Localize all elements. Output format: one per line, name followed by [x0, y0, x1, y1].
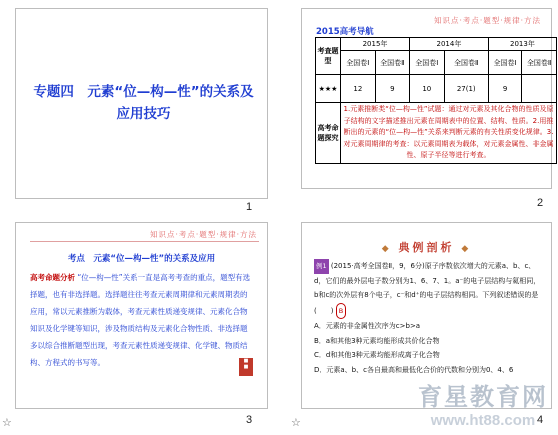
- slide-3-number: 3: [246, 414, 253, 426]
- slide-2-section-title: 2015高考导航: [316, 27, 374, 37]
- subhead-cell: 全国卷Ⅱ: [522, 51, 557, 75]
- slide-4-number: 4: [537, 414, 544, 426]
- slide-1-number: 1: [246, 201, 253, 213]
- slide-3-body: [30, 269, 253, 371]
- value-cell: 27(1): [444, 75, 488, 103]
- option-b: B．a和其他3种元素均能形成共价化合物: [314, 336, 440, 345]
- slide-2[interactable]: [301, 8, 552, 189]
- slide-1[interactable]: [15, 8, 268, 199]
- title-text: 典例剖析: [398, 241, 455, 254]
- option-c: C．d和其他3种元素均能形成离子化合物: [314, 351, 440, 359]
- year-2014: 2014年: [409, 38, 488, 51]
- subhead-cell: 全国卷Ⅱ: [375, 51, 409, 75]
- diamond-icon: ◆: [461, 244, 472, 254]
- subhead-cell: 全国卷Ⅰ: [409, 51, 444, 75]
- lead-label: 高考命题分析: [30, 273, 75, 282]
- example-badge: 例1: [314, 259, 329, 274]
- slide-3-header: 知识点·考点·题型·规律·方法: [149, 230, 257, 239]
- slide-3-heading: 考点 元素“位—构—性”的关系及应用: [67, 254, 216, 264]
- year-2013: 2013年: [488, 38, 556, 51]
- subhead-cell: 全国卷Ⅱ: [444, 51, 488, 75]
- slide-1-title: 专题四 元素“位—构—性”的关系及应用技巧: [33, 84, 254, 122]
- answer-mark: B: [336, 303, 346, 320]
- option-d: D．元素a、b、c各自最高和最低化合价的代数和分别为0、4、6: [314, 365, 514, 374]
- watermark: [418, 377, 548, 429]
- slide-4-title: [302, 239, 551, 255]
- year-2015: 2015年: [341, 38, 410, 51]
- subhead-cell: 全国卷Ⅰ: [341, 51, 376, 75]
- star-icon: ☆: [291, 416, 301, 429]
- value-cell: 12: [341, 75, 376, 103]
- slide-3[interactable]: [15, 222, 268, 409]
- slide-2-number: 2: [537, 197, 544, 209]
- row-label-stars: ★★★: [316, 75, 341, 103]
- star-icon: ☆: [2, 416, 12, 429]
- value-cell: 9: [488, 75, 521, 103]
- value-cell: 9: [375, 75, 409, 103]
- exploration-text: 1.元素推断类“位—构—性”试题：通过对元素及其化合物的性质及原子结构的文字描述推出元素在周期表中的位置、结构、性质。2.用推断出的元素的“位—构—性”关系来判断元素的有关性质变化规律。3.对元素周期律的考查：以元素周期表为载体，对元素金属性、非金属性、原子半径等进行考查。: [341, 103, 557, 164]
- slide-2-header: 知识点·考点·题型·规律·方法: [433, 16, 541, 25]
- value-cell: 10: [409, 75, 444, 103]
- header-divider: [30, 241, 259, 242]
- diamond-icon: ◆: [381, 244, 392, 254]
- subhead-cell: 全国卷Ⅰ: [488, 51, 521, 75]
- watermark-url: www.ht88.com: [430, 412, 536, 429]
- watermark-title: 育星教育网: [418, 383, 548, 411]
- question-block: [314, 259, 541, 377]
- option-a: A．元素的非金属性次序为c>b>a: [314, 322, 421, 330]
- value-cell: [522, 75, 557, 103]
- book-logo-icon: ■ ■: [239, 358, 253, 376]
- exam-table: [315, 37, 557, 164]
- question-text: (2015·高考全国卷Ⅱ，9，6分)原子序数依次增大的元素a、b、c、d，它们的最外层电子数分别为1、6、7、1。a⁻的电子层结构与氦相同，b和c的次外层有8个电子，c⁻和d⁺的电子层结构相同。下列叙述错误的是( ): [314, 262, 541, 315]
- row-label-type: 考查题型: [316, 38, 341, 75]
- body-text: “位—构—性”关系一直是高考考查的重点，题型有选择题，也有非选择题。选择题往往考查元素周期律和元素周期表的应用，常以元素推断为载体，考查元素性质递变规律、元素化合物知识及化学键等知识，涉及物质结构及元素化合物性质、非选择题多以综合推断题型出现，考查元素性质递变规律、化学键、物质结构、方程式的书写等。: [30, 273, 251, 367]
- row-label-exploration: 高考命题探究: [316, 103, 341, 164]
